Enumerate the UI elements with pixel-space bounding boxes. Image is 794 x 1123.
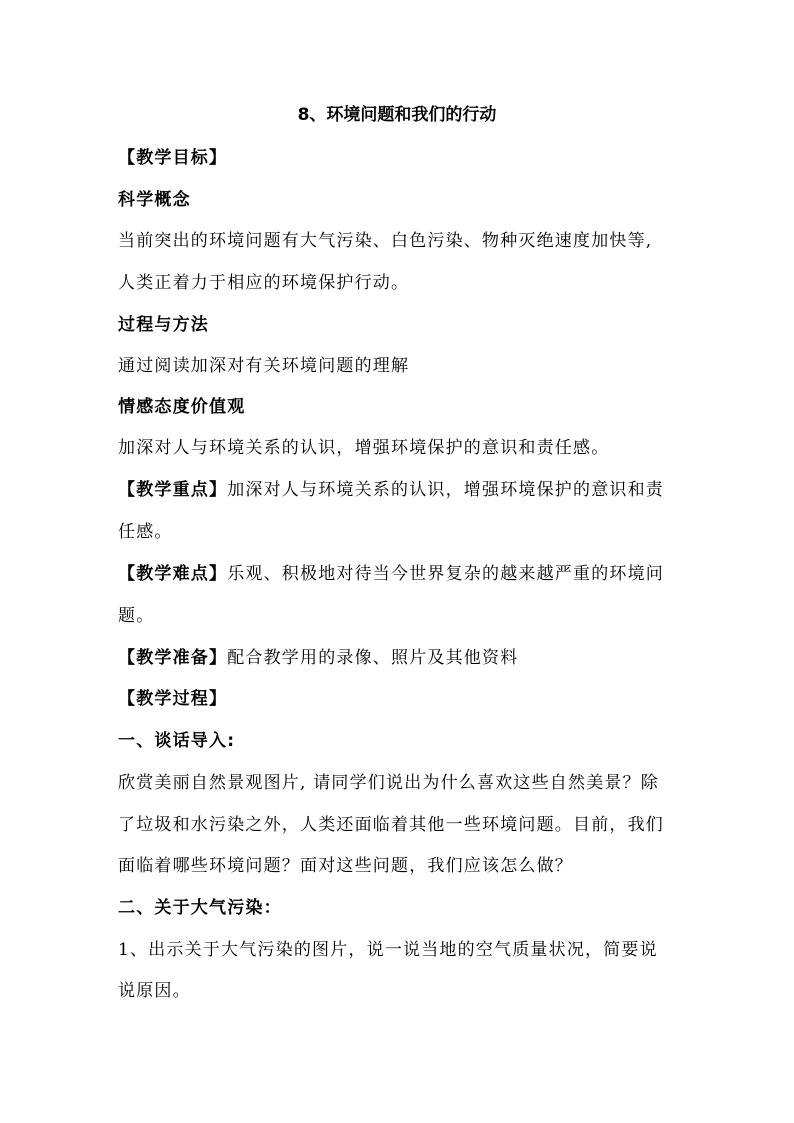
document-title: 8、环境问题和我们的行动	[297, 105, 497, 125]
prep-label: 【教学准备】	[118, 648, 228, 668]
part2-heading: 二、关于大气污染：	[118, 898, 282, 918]
part2-item1-line-1: 1、出示关于大气污染的图片，说一说当地的空气质量状况，简要说	[118, 940, 658, 960]
part2-item1-line-2: 说原因。	[118, 981, 191, 1001]
difficulty-label: 【教学难点】	[118, 564, 228, 584]
process-heading: 过程与方法	[118, 315, 209, 335]
process-text: 通过阅读加深对有关环境问题的理解	[118, 356, 410, 376]
science-concept-line-2: 人类正着力于相应的环境保护行动。	[118, 273, 410, 293]
key-points-text-1: 加深对人与环境关系的认识，增强环境保护的意识和责	[227, 480, 665, 500]
difficulty-text-1: 乐观、积极地对待当今世界复杂的越来越严重的环境问	[227, 564, 665, 584]
attitude-text: 加深对人与环境关系的认识，增强环境保护的意识和责任感。	[118, 438, 610, 458]
part1-line-3: 面临着哪些环境问题？面对这些问题，我们应该怎么做？	[118, 856, 573, 876]
part1-line-1: 欣赏美丽自然景观图片, 请同学们说出为什么喜欢这些自然美景？除	[118, 773, 660, 793]
attitude-heading: 情感态度价值观	[118, 397, 246, 417]
science-concept-line-1: 当前突出的环境问题有大气污染、白色污染、物种灭绝速度加快等,	[118, 231, 653, 251]
prep-text: 配合教学用的录像、照片及其他资料	[227, 648, 519, 668]
key-points-label: 【教学重点】	[118, 480, 228, 500]
goals-heading: 【教学目标】	[118, 148, 228, 168]
part1-line-2: 了垃圾和水污染之外，人类还面临着其他一些环境问题。目前，我们	[118, 815, 664, 835]
difficulty-text-2: 题。	[118, 606, 155, 626]
science-concept-heading: 科学概念	[118, 190, 191, 210]
key-points-text-2: 任感。	[118, 522, 173, 542]
part1-heading: 一、谈话导入:	[118, 731, 236, 751]
process-section-heading: 【教学过程】	[118, 689, 228, 709]
